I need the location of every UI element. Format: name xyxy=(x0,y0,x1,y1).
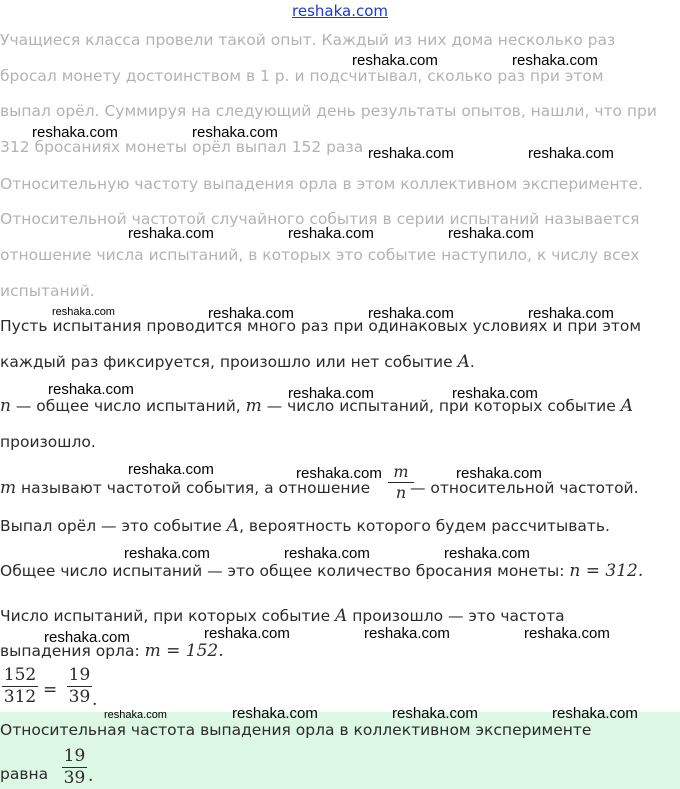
var-a: A xyxy=(226,516,240,536)
watermark: reshaka.com xyxy=(128,225,214,242)
p3-part2: — относительной частотой. xyxy=(405,479,639,497)
watermark: reshaka.com xyxy=(452,385,538,402)
frac-denominator: 39 xyxy=(68,687,91,707)
watermark: reshaka.com xyxy=(296,465,382,482)
frac-denominator: 312 xyxy=(3,687,37,707)
watermark: reshaka.com xyxy=(32,124,118,141)
problem-line-1: Учащиеся класса провели такой опыт. Каждый из них дома несколько раз xyxy=(0,31,616,49)
answer-fraction xyxy=(62,748,87,787)
watermark: reshaka.com xyxy=(352,52,438,69)
var-m: m xyxy=(0,478,17,498)
fraction-152-312 xyxy=(2,667,38,706)
watermark: reshaka.com xyxy=(524,625,610,642)
solution-p1-line2 xyxy=(0,352,475,372)
watermark: reshaka.com xyxy=(368,305,454,322)
fraction-19-39 xyxy=(67,667,92,706)
p1-period: . xyxy=(469,353,475,371)
problem-line-3: выпал орёл. Суммируя на следующий день результаты опытов, нашли, что при xyxy=(0,102,657,120)
problem-line-2: бросал монету достоинством в 1 р. и подсчитывал, сколько раз при этом xyxy=(0,67,604,85)
watermark: reshaka.com xyxy=(232,705,318,722)
p3-part1: называют частотой события, а отношение xyxy=(16,479,376,497)
solution-p1-line1: Пусть испытания проводится много раз при одинаковых условиях и при этом xyxy=(0,317,642,335)
p4-part2: , вероятность которого будем рассчитывать. xyxy=(239,517,610,535)
watermark: reshaka.com xyxy=(528,305,614,322)
p2-part2: — число испытаний, при которых событие xyxy=(261,397,621,415)
problem-line-6: Относительной частотой случайного события в серии испытаний называется xyxy=(0,210,640,228)
watermark: reshaka.com xyxy=(368,145,454,162)
var-a: A xyxy=(457,352,470,372)
watermark: reshaka.com xyxy=(364,625,450,642)
solution-p6-line1 xyxy=(0,606,565,626)
frac-numerator: 152 xyxy=(3,665,37,685)
solution-p4 xyxy=(0,516,610,536)
problem-line-7: отношение числа испытаний, в которых это событие наступило, к числу всех xyxy=(0,246,640,264)
p6-line2-text: выпадения орла: xyxy=(0,642,145,660)
frac-numerator: 19 xyxy=(68,665,91,685)
frac-denominator: 39 xyxy=(63,768,86,788)
watermark: reshaka.com xyxy=(52,306,115,318)
watermark: reshaka.com xyxy=(288,385,374,402)
problem-line-4: 312 бросаниях монеты орёл выпал 152 раза xyxy=(0,138,364,156)
equation-period: . xyxy=(92,690,98,710)
solution-p2-line2: произошло. xyxy=(0,433,96,451)
frac-numerator: m xyxy=(393,462,409,481)
watermark: reshaka.com xyxy=(208,305,294,322)
p4-part1: Выпал орёл — это событие xyxy=(0,517,227,535)
var-a: A xyxy=(335,606,348,626)
p6-part2: произошло — это частота xyxy=(347,607,565,625)
fraction-m-over-n xyxy=(388,464,414,501)
watermark: reshaka.com xyxy=(284,545,370,562)
watermark: reshaka.com xyxy=(128,461,214,478)
site-link[interactable]: reshaka.com xyxy=(292,2,388,20)
var-n: n xyxy=(0,396,11,416)
var-a: A xyxy=(620,396,633,416)
watermark: reshaka.com xyxy=(512,52,598,69)
watermark: reshaka.com xyxy=(104,709,167,721)
watermark: reshaka.com xyxy=(44,629,130,646)
watermark: reshaka.com xyxy=(392,705,478,722)
problem-line-8: испытаний. xyxy=(0,282,95,300)
p1-text: каждый раз фиксируется, произошло или нет событие xyxy=(0,353,453,371)
solution-p5 xyxy=(0,561,643,581)
equals-sign: = xyxy=(43,680,58,700)
p2-part1: — общее число испытаний, xyxy=(10,397,246,415)
frac-denominator: n xyxy=(395,483,407,502)
answer-line2: равна xyxy=(0,765,49,783)
frac-numerator: 19 xyxy=(63,746,86,766)
watermark: reshaka.com xyxy=(456,465,542,482)
p5-text: Общее число испытаний — это общее количество бросания монеты: xyxy=(0,562,570,580)
p6-part1: Число испытаний, при которых событие xyxy=(0,607,336,625)
p6-equation: m = 152. xyxy=(144,641,224,661)
p5-equation: n = 312. xyxy=(569,561,644,581)
watermark: reshaka.com xyxy=(288,225,374,242)
watermark: reshaka.com xyxy=(448,225,534,242)
answer-period: . xyxy=(88,766,94,786)
watermark: reshaka.com xyxy=(48,381,134,398)
watermark: reshaka.com xyxy=(124,545,210,562)
watermark: reshaka.com xyxy=(204,625,290,642)
answer-line1: Относительная частота выпадения орла в коллективном эксперименте xyxy=(0,721,592,739)
problem-line-5: Относительную частоту выпадения орла в этом коллективном эксперименте. xyxy=(0,175,644,193)
watermark: reshaka.com xyxy=(552,705,638,722)
watermark: reshaka.com xyxy=(528,145,614,162)
watermark: reshaka.com xyxy=(444,545,530,562)
var-m: m xyxy=(245,396,262,416)
watermark: reshaka.com xyxy=(192,124,278,141)
